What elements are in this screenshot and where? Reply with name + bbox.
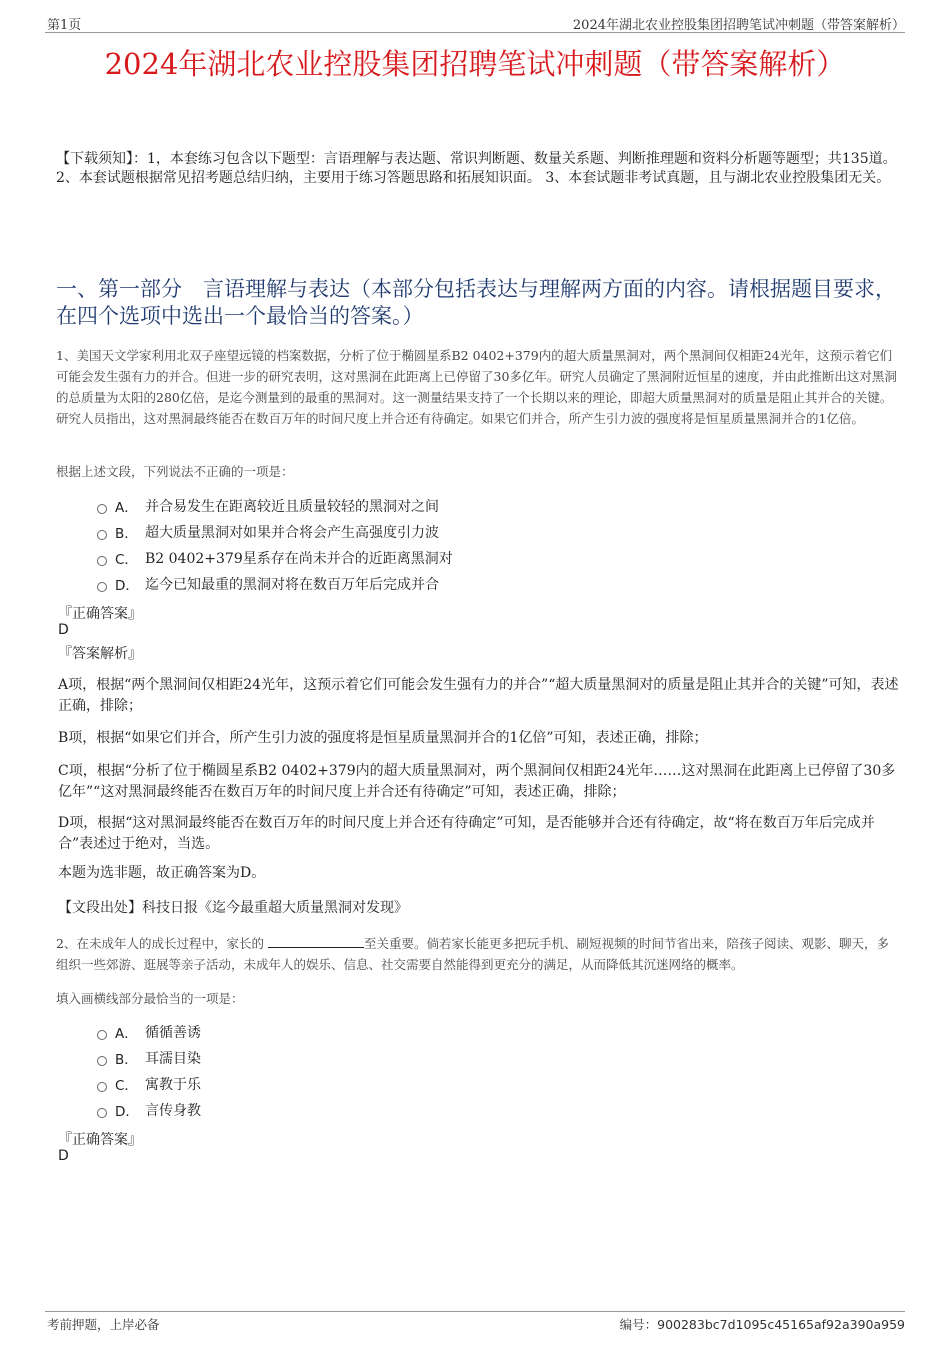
radio-icon[interactable] xyxy=(97,1056,107,1066)
question-2-option-a[interactable] xyxy=(97,1020,201,1044)
analysis-paragraph-c: C项，根据“分析了位于椭圆星系B2 0402+379内的超大质量黑洞对，两个黑洞间仅相距24光年……这对黑洞在此距离上已停留了30多亿年”“这对黑洞最终能否在数百万年的时间尺度上并合还有待确定”可知，表述正确，排除； xyxy=(58,763,896,800)
document-code xyxy=(620,1315,905,1333)
radio-icon[interactable] xyxy=(97,582,107,592)
radio-icon[interactable] xyxy=(97,504,107,514)
question-2-answer-label: 『正确答案』 xyxy=(58,1132,142,1148)
option-text: 言传身教 xyxy=(145,1103,201,1119)
radio-icon[interactable] xyxy=(97,1082,107,1092)
page-number: 第1页 xyxy=(47,18,82,33)
option-text: 超大质量黑洞对如果并合将会产生高强度引力波 xyxy=(145,525,439,541)
question-1-answer-label: 『正确答案』 xyxy=(58,606,142,622)
option-text: B2 0402+379星系存在尚未并合的近距离黑洞对 xyxy=(145,551,453,567)
question-2-prompt: 填入画横线部分最恰当的一项是： xyxy=(56,991,244,1006)
option-text: 耳濡目染 xyxy=(145,1051,201,1067)
question-2-text xyxy=(56,933,901,975)
option-text: 迄今已知最重的黑洞对将在数百万年后完成并合 xyxy=(145,577,439,593)
analysis-paragraph-b: B项，根据“如果它们并合，所产生引力波的强度将是恒星质量黑洞并合的1亿倍”可知，表述正确，排除； xyxy=(58,730,708,746)
radio-icon[interactable] xyxy=(97,1030,107,1040)
question-1-option-a[interactable] xyxy=(97,494,439,518)
option-letter: B． xyxy=(115,526,138,542)
question-2-text-before: 2、在未成年人的成长过程中，家长的 xyxy=(56,936,268,951)
option-letter: D． xyxy=(115,578,139,594)
question-2-option-b[interactable] xyxy=(97,1046,201,1070)
option-letter: A． xyxy=(115,1026,138,1042)
option-text: 寓教于乐 xyxy=(145,1077,201,1093)
question-1-option-b[interactable] xyxy=(97,520,439,544)
question-1-option-d[interactable] xyxy=(97,572,439,596)
option-letter: D． xyxy=(115,1104,139,1120)
option-text: 并合易发生在距离较近且质量较轻的黑洞对之间 xyxy=(145,499,439,515)
analysis-paragraph-a: A项，根据“两个黑洞间仅相距24光年，这预示着它们可能会发生强有力的并合”“超大质量黑洞对的质量是阻止其并合的关键”可知，表述正确，排除； xyxy=(58,677,899,714)
download-notice: 【下载须知】：1，本套练习包含以下题型：言语理解与表达题、常识判断题、数量关系题、判断推理题和资料分析题等题型；共135道。2、本套试题根据常见招考题总结归纳，主要用于练习答题思路和拓展知识面。 3、本套试题非考试真题，且与湖北农业控股集团无关。 xyxy=(56,151,897,186)
section-heading: 一、第一部分 言语理解与表达（本部分包括表达与理解两方面的内容。请根据题目要求，在四个选项中选出一个最恰当的答案。） xyxy=(56,277,896,328)
question-1-text: 1、美国天文学家利用北双子座望远镜的档案数据，分析了位于椭圆星系B2 0402+379内的超大质量黑洞对，两个黑洞间仅相距24光年，这预示着它们可能会发生强有力的并合。但进一步的研究表明，这对黑洞在此距离上已停留了30多亿年。研究人员确定了黑洞附近恒星的速度，并由此推断出这对黑洞的总质量为太阳的280亿倍，是迄今测量到的最重的黑洞对。这一测量结果支持了一个长期以来的理论，即超大质量黑洞对的质量是阻止其并合的关键。研究人员指出，这对黑洞最终能否在数百万年的时间尺度上并合还有待确定。如果它们并合，所产生引力波的强度将是恒星质量黑洞并合的1亿倍。 xyxy=(56,348,897,426)
document-title: 2024年湖北农业控股集团招聘笔试冲刺题（带答案解析） xyxy=(104,47,846,81)
question-1-analysis-label: 『答案解析』 xyxy=(58,646,142,662)
question-1-answer: D xyxy=(58,622,69,638)
question-1-prompt: 根据上述文段，下列说法不正确的一项是： xyxy=(56,464,294,479)
radio-icon[interactable] xyxy=(97,1108,107,1118)
option-letter: C． xyxy=(115,552,138,568)
question-2-option-d[interactable] xyxy=(97,1098,201,1122)
header-divider xyxy=(45,32,905,33)
document-code-value: 900283bc7d1095c45165af92a390a959 xyxy=(657,1317,905,1332)
fill-blank xyxy=(268,935,364,948)
footer-slogan: 考前押题，上岸必备 xyxy=(47,1317,160,1332)
radio-icon[interactable] xyxy=(97,530,107,540)
radio-icon[interactable] xyxy=(97,556,107,566)
analysis-conclusion: 本题为选非题，故正确答案为D。 xyxy=(58,865,266,881)
question-1-option-c[interactable] xyxy=(97,546,453,570)
question-2-option-c[interactable] xyxy=(97,1072,201,1096)
question-2-text-after: 至关重要。倘若家长能更多把玩手机、刷短视频的时间节省出来，陪孩子阅读、观影、聊天，多组织一些郊游、逛展等亲子活动，未成年人的娱乐、信息、社交需要自然能得到更充分的满足，从而降低其沉迷网络的概率。 xyxy=(56,936,889,972)
question-1-source: 【文段出处】科技日报《迄今最重超大质量黑洞对发现》 xyxy=(58,900,408,916)
question-2-answer: D xyxy=(58,1148,69,1164)
option-letter: C． xyxy=(115,1078,138,1094)
option-text: 循循善诱 xyxy=(145,1025,201,1041)
analysis-paragraph-d: D项，根据“这对黑洞最终能否在数百万年的时间尺度上并合还有待确定”可知，是否能够并合还有待确定，故“将在数百万年后完成并合”表述过于绝对，当选。 xyxy=(58,815,875,852)
document-code-label: 编号： xyxy=(619,1317,658,1332)
option-letter: B． xyxy=(115,1052,138,1068)
option-letter: A． xyxy=(115,500,138,516)
footer-divider xyxy=(45,1311,905,1312)
running-header-title: 2024年湖北农业控股集团招聘笔试冲刺题（带答案解析） xyxy=(572,18,905,33)
